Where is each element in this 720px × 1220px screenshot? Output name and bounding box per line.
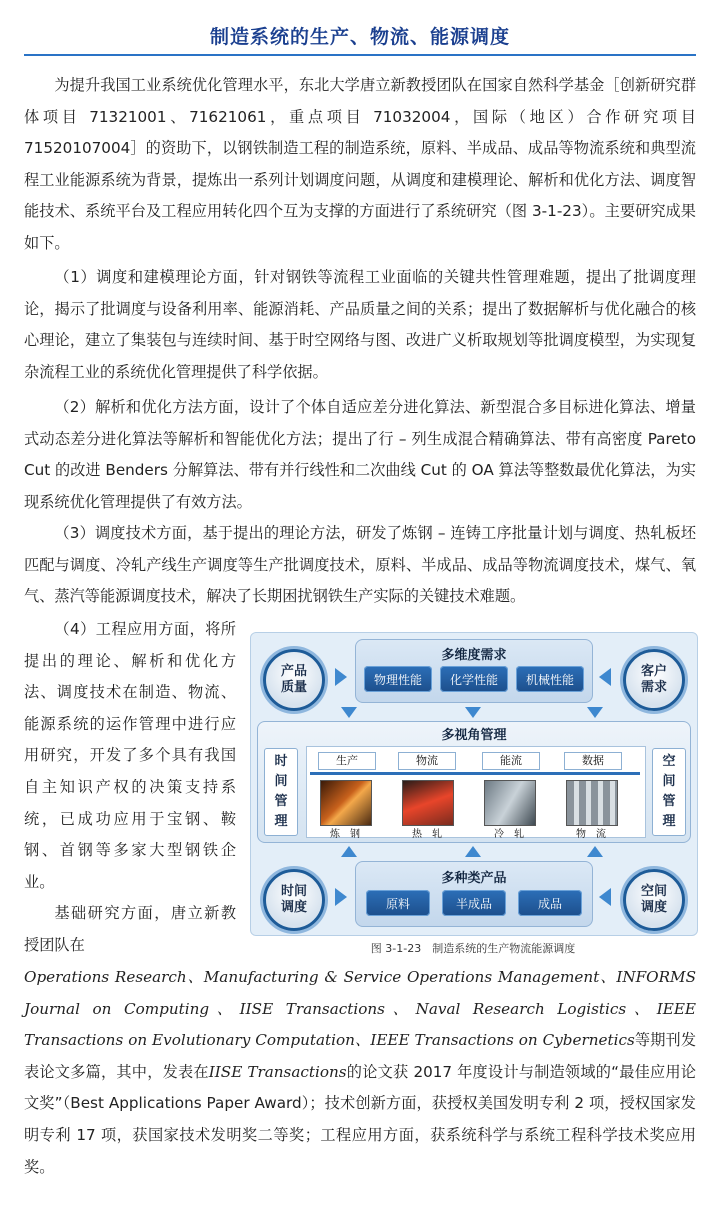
arrow-up-icon bbox=[587, 846, 603, 857]
figure-caption: 图 3-1-23 制造系统的生产物流能源调度 bbox=[370, 942, 576, 955]
label-data: 数据 bbox=[564, 752, 622, 770]
space-scheduling-circle: 空间调度 bbox=[623, 869, 685, 931]
product-panel bbox=[355, 861, 593, 927]
space-management-box: 空间管理 bbox=[652, 748, 686, 836]
paragraph-theory: （1）调度和建模理论方面，针对钢铁等流程工业面临的关键共性管理难题，提出了批调度理论，揭示了批调度与设备利用率、能源消耗、产品质量之间的关系；提出了数据解析与优化融合的核心理论，建立了集装包与连续时间、基于时空网络与图、改进广义析取规划等批调度模型，为实现复杂流程工业的系统优化管理提供了科学依据。 bbox=[24, 268, 696, 381]
hot-rolling-photo bbox=[402, 780, 454, 826]
logistics-photo bbox=[566, 780, 618, 826]
mechanical-property-block: 机械性能 bbox=[516, 666, 584, 692]
arrow-left-icon bbox=[599, 888, 611, 906]
arrow-right-icon bbox=[335, 888, 347, 906]
arrow-up-icon bbox=[341, 846, 357, 857]
paragraph-basic-tail: 的论文获 2017 年度设计与制造领域的“最佳应用论文奖”（Best Applications Paper Award）；技术创新方面，获授权美国发明专利 2 项，授权国家发明专利 17 项，获国家技术发明奖二等奖；工程应用方面，获系统科学与系统工程科学技术奖应用奖。 bbox=[24, 1062, 696, 1176]
chemical-property-block: 化学性能 bbox=[440, 666, 508, 692]
label-logistics: 物流 bbox=[398, 752, 456, 770]
label-production: 生产 bbox=[318, 752, 376, 770]
title-divider bbox=[24, 54, 696, 56]
customer-demand-circle: 客户需求 bbox=[623, 649, 685, 711]
product-quality-circle: 产品质量 bbox=[263, 649, 325, 711]
arrow-down-icon bbox=[587, 707, 603, 718]
arrow-up-icon bbox=[465, 846, 481, 857]
caption-hot-rolling: 热 轧 bbox=[412, 829, 442, 840]
paragraph-basic-lead: 基础研究方面，唐立新教授团队在 bbox=[24, 904, 236, 954]
time-management-box: 时间管理 bbox=[264, 748, 298, 836]
flow-line bbox=[310, 772, 640, 775]
journal-iise: IISE Transactions bbox=[208, 1062, 347, 1081]
figure-scheduling-diagram bbox=[250, 632, 698, 936]
paragraph-intro: 为提升我国工业系统优化管理水平，东北大学唐立新教授团队在国家自然科学基金［创新研究群体项目 71321001、71621061，重点项目 71032004，国际（地区）合作研究项目 71520107004］的资助下，以钢铁制造工程的制造系统，原料、半成品、成品等物流系统和典型流程工业能源系统为背景，提炼出一系列计划调度问题，从调度和建模理论、解析和优化方法、调度智能技术、系统平台及工程应用转化四个互为支撑的方面进行了系统研究（图 3-1-23）。主要研究成果如下。 bbox=[24, 76, 696, 252]
raw-material-block: 原料 bbox=[366, 890, 430, 916]
demand-panel bbox=[355, 639, 593, 703]
steelmaking-photo bbox=[320, 780, 372, 826]
caption-cold-rolling: 冷 轧 bbox=[494, 829, 524, 840]
physical-property-block: 物理性能 bbox=[364, 666, 432, 692]
caption-steelmaking: 炼 钢 bbox=[330, 829, 360, 840]
journal-list: Operations Research、Manufacturing & Service Operations Management、INFORMS Journal on Computing、IISE Transactions、Naval Research Logistics、IEEE Transactions on Evolutionary Computation、IEEE Transactions on Cybernetics bbox=[24, 968, 696, 1050]
paragraph-basic-research bbox=[24, 962, 696, 1183]
finished-product-block: 成品 bbox=[518, 890, 582, 916]
demand-title: 多维度需求 bbox=[441, 648, 507, 663]
page-title: 制造系统的生产、物流、能源调度 bbox=[209, 26, 510, 48]
management-panel bbox=[257, 721, 691, 843]
side-column bbox=[24, 614, 236, 962]
paragraph-basic-mid: 等期刊发表论文多篇，其中，发表在 bbox=[24, 1031, 696, 1081]
semi-product-block: 半成品 bbox=[442, 890, 506, 916]
arrow-down-icon bbox=[341, 707, 357, 718]
arrow-left-icon bbox=[599, 668, 611, 686]
arrow-right-icon bbox=[335, 668, 347, 686]
arrow-down-icon bbox=[465, 707, 481, 718]
product-title: 多种类产品 bbox=[441, 871, 507, 886]
time-scheduling-circle: 时间调度 bbox=[263, 869, 325, 931]
paragraph-application: （4）工程应用方面，将所提出的理论、解析和优化方法、调度技术在制造、物流、能源系统的运作管理中进行应用研究，开发了多个具有我国自主知识产权的决策支持系统，已成功应用于宝钢、鞍钢、首钢等多家大型钢铁企业。 bbox=[24, 620, 236, 891]
caption-logistics: 物 流 bbox=[576, 829, 606, 840]
paragraph-technology: （3）调度技术方面，基于提出的理论方法，研发了炼钢 – 连铸工序批量计划与调度、热轧板坯匹配与调度、冷轧产线生产调度等生产批调度技术，原料、半成品、成品等物流调度技术，煤气、氧气、蒸汽等能源调度技术，解决了长期困扰钢铁生产实际的关键技术难题。 bbox=[24, 524, 696, 606]
management-title: 多视角管理 bbox=[441, 728, 507, 743]
cold-rolling-photo bbox=[484, 780, 536, 826]
label-energy-flow: 能流 bbox=[482, 752, 540, 770]
paragraph-methods: （2）解析和优化方法方面，设计了个体自适应差分进化算法、新型混合多目标进化算法、增量式动态差分进化算法等解析和智能优化方法；提出了行 – 列生成混合精确算法、带有高密度 Pareto Cut 的改进 Benders 分解算法、带有并行线性和二次曲线 Cut 的 OA 算法等整数最优化算法，为实现系统优化管理提供了有效方法。 bbox=[24, 398, 696, 511]
